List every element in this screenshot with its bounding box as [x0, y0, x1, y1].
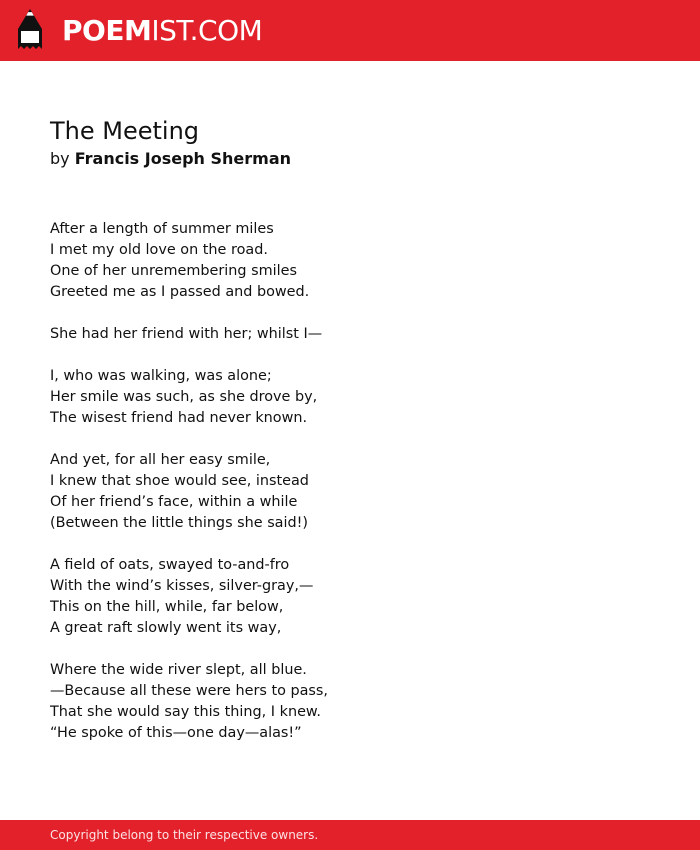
poem-stanza	[50, 219, 650, 303]
poem-line: She had her friend with her; whilst I—	[50, 326, 323, 342]
by-label: by	[50, 149, 70, 168]
poem-line: And yet, for all her easy smile,	[50, 452, 271, 468]
poem-stanza	[50, 660, 650, 744]
copyright-notice: Copyright belong to their respective owners.	[50, 828, 319, 842]
site-footer	[0, 820, 700, 850]
poem-byline	[50, 148, 650, 170]
poem-line: This on the hill, while, far below,	[50, 599, 284, 615]
poem-body	[50, 219, 650, 744]
poem-line: One of her unremembering smiles	[50, 263, 297, 279]
poem-line: —Because all these were hers to pass,	[50, 683, 328, 699]
poem-stanza	[50, 450, 650, 534]
poem-line: After a length of summer miles	[50, 221, 274, 237]
poem-stanza	[50, 324, 650, 345]
poem-content	[50, 114, 650, 765]
poem-line: With the wind’s kisses, silver-gray,—	[50, 578, 314, 594]
poem-title: The Meeting	[50, 117, 200, 145]
poem-line: I, who was walking, was alone;	[50, 368, 272, 384]
poem-stanza	[50, 555, 650, 639]
poem-line: Of her friend’s face, within a while	[50, 494, 298, 510]
poem-line: That she would say this thing, I knew.	[50, 704, 321, 720]
poem-line: “He spoke of this—one day—alas!”	[50, 725, 302, 741]
poem-line: Greeted me as I passed and bowed.	[50, 284, 310, 300]
poem-line: Where the wide river slept, all blue.	[50, 662, 307, 678]
poem-line: A great raft slowly went its way,	[50, 620, 282, 636]
poem-line: A field of oats, swayed to-and-fro	[50, 557, 290, 573]
poem-line: I met my old love on the road.	[50, 242, 268, 258]
logo-text-light: IST.COM	[151, 14, 263, 47]
poem-stanza	[50, 366, 650, 429]
poem-line: I knew that shoe would see, instead	[50, 473, 309, 489]
poem-line: The wisest friend had never known.	[50, 410, 308, 426]
poem-line: Her smile was such, as she drove by,	[50, 389, 318, 405]
pencil-icon	[18, 9, 42, 53]
logo-text-bold: POEM	[62, 14, 152, 47]
site-logo-text	[62, 13, 262, 49]
poem-line: (Between the little things she said!)	[50, 515, 309, 531]
site-header	[0, 0, 700, 61]
poem-author: Francis Joseph Sherman	[74, 149, 292, 168]
